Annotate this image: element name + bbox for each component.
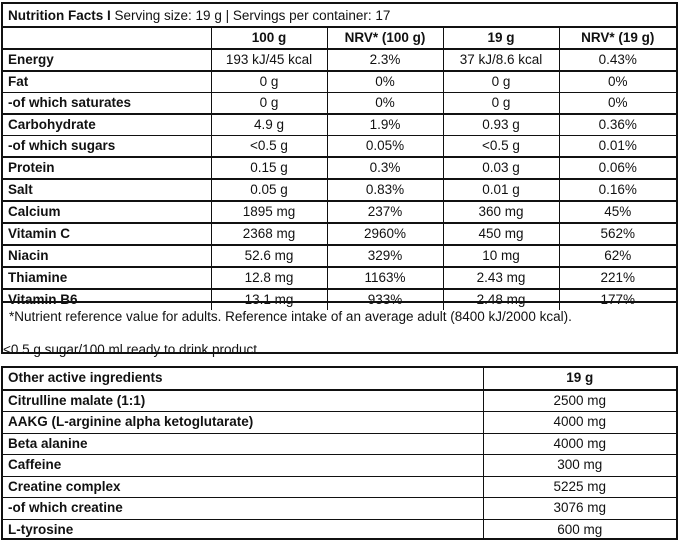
nutrition-row (3, 201, 676, 223)
nutrient-value: 0.15 g (211, 157, 327, 179)
active-ingredient-row (3, 455, 676, 477)
nutrition-facts-panel (1, 2, 678, 354)
nutrient-value: 933% (327, 289, 443, 310)
ingredient-amount: 4000 mg (483, 412, 676, 434)
nutrient-value: 2.43 mg (443, 267, 559, 289)
nutrient-value: 52.6 mg (211, 245, 327, 267)
nutrition-row (3, 49, 676, 71)
nutrition-row (3, 71, 676, 93)
nutrient-name: -of which saturates (3, 93, 211, 115)
nutrient-value: 0.43% (559, 49, 676, 71)
nutrient-value: 10 mg (443, 245, 559, 267)
nutrient-value: 0% (327, 93, 443, 115)
nutrient-value: 0.03 g (443, 157, 559, 179)
nutrient-name: Carbohydrate (3, 114, 211, 136)
nutrient-value: 0 g (443, 93, 559, 115)
ingredient-amount: 300 mg (483, 455, 676, 477)
active-ingredients-table (3, 368, 676, 540)
nutrition-col-header-19g: 19 g (443, 28, 559, 49)
nutrition-title (3, 4, 676, 28)
nutrient-name: -of which sugars (3, 136, 211, 158)
nutrient-value: 562% (559, 223, 676, 245)
active-header-row (3, 368, 676, 390)
active-ingredients-table-body (3, 368, 676, 540)
nutrient-value: <0.5 g (211, 136, 327, 158)
nutrient-value: 329% (327, 245, 443, 267)
nutrient-name: Vitamin C (3, 223, 211, 245)
nutrient-value: 193 kJ/45 kcal (211, 49, 327, 71)
nutrition-row (3, 136, 676, 158)
nutrition-title-bold: Nutrition Facts I (8, 8, 111, 23)
nutrient-value: 0.16% (559, 179, 676, 201)
nutrient-value: 0% (327, 71, 443, 93)
active-col-header-amount: 19 g (483, 368, 676, 390)
nutrient-value: 177% (559, 289, 676, 310)
nutrient-value: 0.05 g (211, 179, 327, 201)
nutrient-value: 0% (559, 93, 676, 115)
nutrient-name: Energy (3, 49, 211, 71)
ingredient-name: -of which creatine (3, 498, 483, 520)
nutrient-value: 0 g (443, 71, 559, 93)
nutrition-col-header-nrv-19g: NRV* (19 g) (559, 28, 676, 49)
active-col-header-name: Other active ingredients (3, 368, 483, 390)
nutrient-value: <0.5 g (443, 136, 559, 158)
ingredient-amount: 2500 mg (483, 390, 676, 412)
nutrient-value: 12.8 mg (211, 267, 327, 289)
nutrient-value: 0% (559, 71, 676, 93)
nutrition-row (3, 157, 676, 179)
nutrient-value: 0 g (211, 93, 327, 115)
nutrient-value: 13.1 mg (211, 289, 327, 310)
nutrition-col-header-label (3, 28, 211, 49)
active-ingredients-panel (1, 366, 678, 540)
nutrition-col-header-100g: 100 g (211, 28, 327, 49)
nutrient-value: 37 kJ/8.6 kcal (443, 49, 559, 71)
nutrient-value: 0.06% (559, 157, 676, 179)
nutrient-value: 0.83% (327, 179, 443, 201)
nutrient-value: 4.9 g (211, 114, 327, 136)
nutrient-value: 1163% (327, 267, 443, 289)
nutrient-value: 2960% (327, 223, 443, 245)
nutrient-name: Niacin (3, 245, 211, 267)
nutrition-row (3, 245, 676, 267)
ingredient-name: Citrulline malate (1:1) (3, 390, 483, 412)
active-ingredient-row (3, 519, 676, 540)
nutrient-name: Calcium (3, 201, 211, 223)
nutrition-footnote: *Nutrient reference value for adults. Reference intake of an average adult (8400 kJ/2000 kcal). (3, 301, 676, 328)
nutrient-name: Thiamine (3, 267, 211, 289)
nutrition-row (3, 223, 676, 245)
nutrition-row (3, 267, 676, 289)
ingredient-amount: 3076 mg (483, 498, 676, 520)
nutrition-row (3, 114, 676, 136)
ingredient-name: L-tyrosine (3, 519, 483, 540)
nutrient-value: 0.05% (327, 136, 443, 158)
nutrient-value: 2.48 mg (443, 289, 559, 310)
active-ingredient-row (3, 498, 676, 520)
sugar-note: <0.5 g sugar/100 ml ready to drink product. (3, 342, 261, 357)
nutrient-value: 221% (559, 267, 676, 289)
nutrient-name: Fat (3, 71, 211, 93)
active-ingredient-row (3, 476, 676, 498)
ingredient-name: Caffeine (3, 455, 483, 477)
nutrient-value: 2.3% (327, 49, 443, 71)
nutrient-value: 0.3% (327, 157, 443, 179)
nutrient-value: 1.9% (327, 114, 443, 136)
ingredient-name: AAKG (L-arginine alpha ketoglutarate) (3, 412, 483, 434)
nutrient-name: Protein (3, 157, 211, 179)
nutrient-value: 450 mg (443, 223, 559, 245)
nutrient-value: 360 mg (443, 201, 559, 223)
nutrient-value: 0 g (211, 71, 327, 93)
nutrient-name: Vitamin B6 (3, 289, 211, 310)
nutrition-row (3, 93, 676, 115)
nutrition-title-serving: Serving size: 19 g | Servings per container: 17 (110, 8, 391, 23)
nutrition-table (3, 28, 676, 310)
ingredient-name: Beta alanine (3, 433, 483, 455)
nutrient-value: 62% (559, 245, 676, 267)
ingredient-amount: 600 mg (483, 519, 676, 540)
nutrient-value: 45% (559, 201, 676, 223)
nutrition-table-body (3, 28, 676, 310)
nutrient-value: 1895 mg (211, 201, 327, 223)
nutrient-name: Salt (3, 179, 211, 201)
ingredient-amount: 4000 mg (483, 433, 676, 455)
ingredient-name: Creatine complex (3, 476, 483, 498)
active-ingredient-row (3, 433, 676, 455)
nutrient-value: 0.01 g (443, 179, 559, 201)
nutrient-value: 0.01% (559, 136, 676, 158)
nutrient-value: 237% (327, 201, 443, 223)
active-ingredient-row (3, 390, 676, 412)
nutrient-value: 0.36% (559, 114, 676, 136)
nutrition-col-header-nrv-100g: NRV* (100 g) (327, 28, 443, 49)
nutrition-row (3, 179, 676, 201)
active-ingredient-row (3, 412, 676, 434)
ingredient-amount: 5225 mg (483, 476, 676, 498)
nutrition-header-row (3, 28, 676, 49)
nutrient-value: 0.93 g (443, 114, 559, 136)
nutrient-value: 2368 mg (211, 223, 327, 245)
